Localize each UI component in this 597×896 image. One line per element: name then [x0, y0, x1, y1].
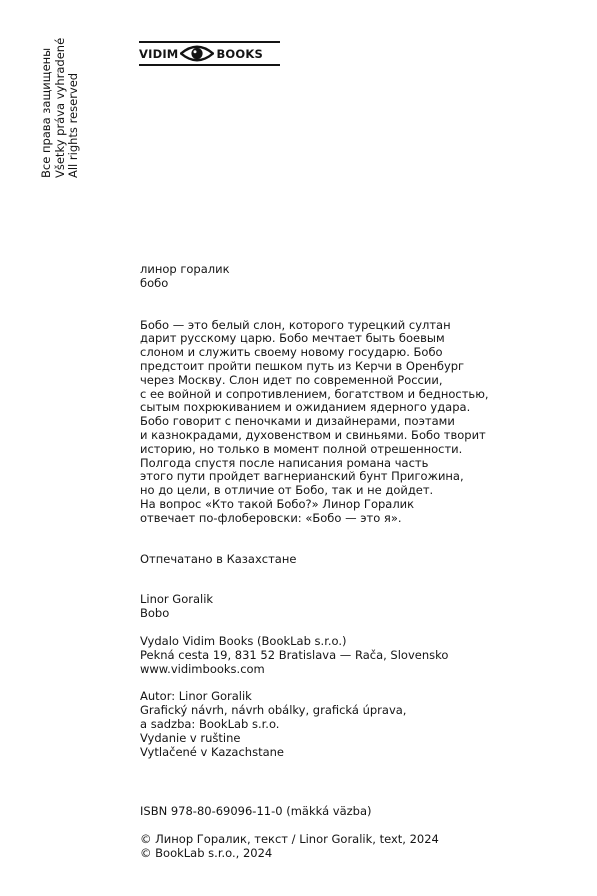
- author-latin: Linor Goralik: [140, 592, 214, 607]
- annotation-paragraph: [140, 319, 580, 526]
- annotation-line: предстоит пройти пешком путь из Керчи в Оренбург: [140, 358, 465, 373]
- annotation-line: и казнокрадами, духовенством и свиньями. Бобо творит: [140, 427, 486, 442]
- rights-line: Все права защищены: [39, 47, 53, 178]
- annotation-line: Полгода спустя после написания романа часть: [140, 455, 429, 470]
- credits-line: Autor: Linor Goralik: [140, 689, 252, 704]
- rights-line: All rights reserved: [66, 72, 80, 178]
- title-latin: Bobo: [140, 606, 170, 621]
- credits-line: a sadzba: BookLab s.r.o.: [140, 716, 280, 731]
- credits-block: [140, 690, 580, 759]
- credits-line: Vydanie v ruštine: [140, 730, 241, 745]
- annotation-line: этого пути пройдет вагнерианский бунт Пригожина,: [140, 469, 464, 484]
- copyright-line: © BookLab s.r.o., 2024: [140, 845, 273, 860]
- annotation-line: отвечает по-флоберовски: «Бобо — это я».: [140, 510, 402, 525]
- annotation-line: На вопрос «Кто такой Бобо?» Линор Горалик: [140, 496, 415, 511]
- publisher-website: www.vidimbooks.com: [140, 661, 265, 676]
- annotation-line: историю, но только в момент полной отрешенности.: [140, 441, 463, 456]
- title-ru: бобо: [140, 275, 169, 290]
- copyright-block: [140, 833, 580, 861]
- annotation-line: Бобо говорит с пеночками и дизайнерами, поэтами: [140, 414, 455, 429]
- logo-text-left: VIDIM: [139, 46, 179, 61]
- credits-line: Vytlačené v Kazachstane: [140, 744, 284, 759]
- copyright-line: © Линор Горалик, текст / Linor Goralik, text, 2024: [140, 832, 439, 847]
- annotation-line: слоном и служить своему новому государю. Бобо: [140, 345, 443, 360]
- rights-line: Všetky práva vyhradené: [52, 37, 67, 178]
- credits-line: Grafický návrh, návrh obálky, grafická úprava,: [140, 703, 407, 718]
- annotation-line: дарит русскому царю. Бобо мечтает быть боевым: [140, 331, 445, 346]
- annotation-line: Бобо — это белый слон, которого турецкий султан: [140, 317, 451, 332]
- printed-in-ru: Отпечатано в Казахстане: [140, 551, 297, 566]
- annotation-line: но до цели, в отличие от Бобо, так и не дойдет.: [140, 483, 434, 498]
- publisher-line: Vydalo Vidim Books (BookLab s.r.o.): [140, 633, 347, 648]
- annotation-line: с ее войной и сопротивлением, богатством и бедностью,: [140, 386, 489, 401]
- publisher-block: [140, 635, 580, 676]
- author-ru: линор горалик: [140, 262, 230, 276]
- title-block: [140, 263, 580, 291]
- logo-text-right: BOOKS: [216, 46, 263, 61]
- publisher-logo: [139, 41, 280, 66]
- imprint-content: [140, 263, 580, 861]
- latin-title-block: [140, 593, 580, 621]
- eye-icon: [180, 43, 214, 64]
- isbn: ISBN 978-80-69096-11-0 (mäkká väzba): [140, 804, 372, 819]
- rights-reserved-vertical: [40, 18, 81, 178]
- annotation-line: через Москву. Слон идет по современной России,: [140, 372, 443, 387]
- publisher-address: Pekná cesta 19, 831 52 Bratislava — Rača, Slovensko: [140, 647, 449, 662]
- annotation-line: сытым похрюкиванием и ожиданием ядерного удара.: [140, 400, 471, 415]
